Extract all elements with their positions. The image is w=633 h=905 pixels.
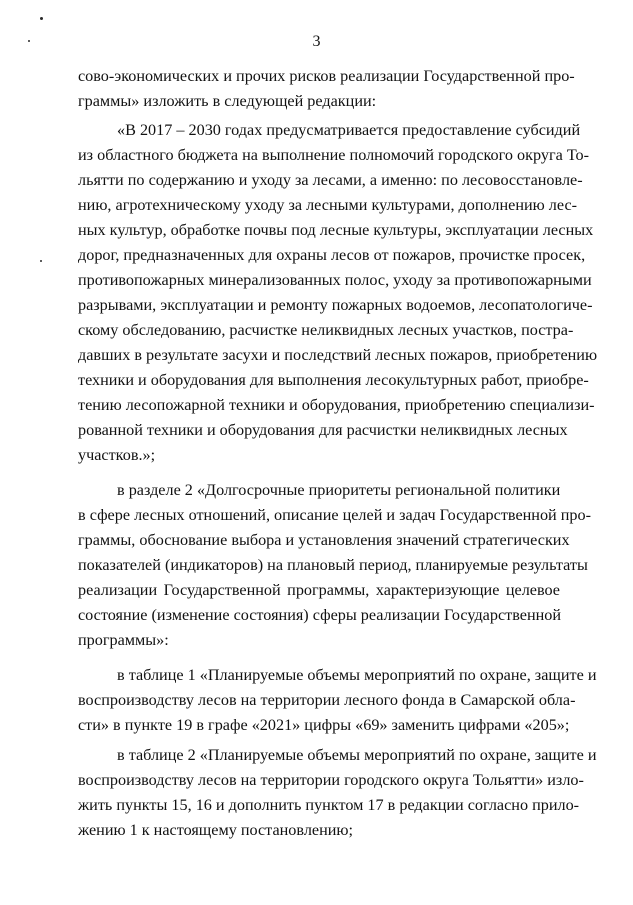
text-line: программы»: <box>78 631 169 649</box>
text-line: граммы» изложить в следующей редакции: <box>78 92 377 110</box>
text-line: льятти по содержанию и уходу за лесами, а именно: по лесовосстановле- <box>78 171 583 189</box>
text-line: воспроизводству лесов на территории городского округа Тольятти» изло- <box>78 771 584 789</box>
text-line: «В 2017 – 2030 годах предусматривается предоставление субсидий <box>117 121 581 139</box>
text-line: жить пункты 15, 16 и дополнить пунктом 17 в редакции согласно прило- <box>78 796 580 814</box>
text-line: дорог, предназначенных для охраны лесов от пожаров, прочистке просек, <box>78 246 586 264</box>
scan-speck <box>28 40 30 42</box>
scan-speck <box>40 17 43 20</box>
text-line: разрывами, эксплуатации и ремонту пожарных водоемов, лесопатологиче- <box>78 296 593 314</box>
text-line: противопожарных минерализованных полос, уходу за противопожарными <box>78 271 592 289</box>
text-line: в разделе 2 «Долгосрочные приоритеты региональной политики <box>117 481 561 499</box>
text-line: ных культур, обработке почвы под лесные культуры, эксплуатации лесных <box>78 221 594 239</box>
text-line: нию, агротехническому уходу за лесными культурами, дополнению лес- <box>78 196 578 214</box>
text-line: из областного бюджета на выполнение полномочий городского округа То- <box>78 146 589 164</box>
text-line: жению 1 к настоящему постановлению; <box>78 821 353 839</box>
text-line: рованной техники и оборудования для расчистки неликвидных лесных <box>78 421 568 439</box>
text-line: сово-экономических и прочих рисков реализации Государственной про- <box>78 67 575 85</box>
text-line: техники и оборудования для выполнения лесокультурных работ, приобре- <box>78 371 589 389</box>
text-line: участков.»; <box>78 446 156 464</box>
text-line: состояние (изменение состояния) сферы реализации Государственной <box>78 606 562 624</box>
text-line: показателей (индикаторов) на плановый период, планируемые результаты <box>78 556 588 574</box>
text-line: реализации Государственной программы, характеризующие целевое <box>78 581 560 599</box>
text-line: в сфере лесных отношений, описание целей и задач Государственной про- <box>78 506 592 524</box>
text-line: тению лесопожарной техники и оборудования, приобретению специализи- <box>78 396 595 414</box>
text-line: сти» в пункте 19 в графе «2021» цифры «69» заменить цифрами «205»; <box>78 716 570 734</box>
text-line: в таблице 1 «Планируемые объемы мероприятий по охране, защите и <box>117 666 597 684</box>
page-number: 3 <box>312 33 321 50</box>
text-line: скому обследованию, расчистке неликвидных лесных участков, постра- <box>78 321 574 339</box>
text-line: воспроизводству лесов на территории лесного фонда в Самарской обла- <box>78 691 576 709</box>
text-line: граммы, обоснование выбора и установления значений стратегических <box>78 531 570 549</box>
text-line: в таблице 2 «Планируемые объемы мероприятий по охране, защите и <box>117 746 597 764</box>
text-line: давших в результате засухи и последствий лесных пожаров, приобретению <box>78 346 598 364</box>
scan-speck <box>40 260 42 262</box>
